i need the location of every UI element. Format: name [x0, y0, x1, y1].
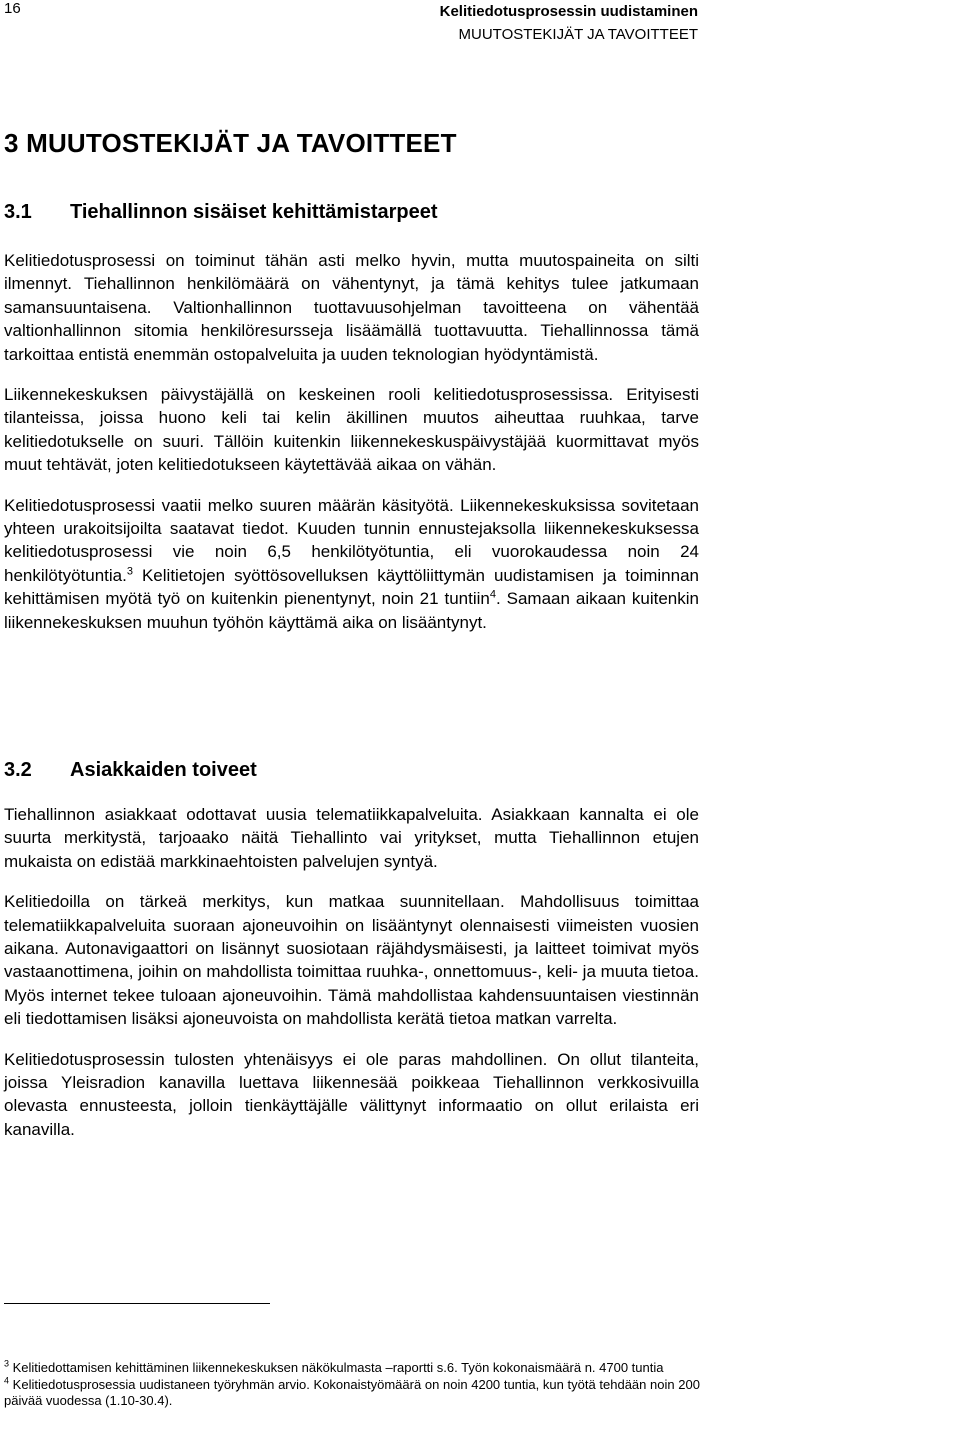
section-3-1-body	[4, 249, 699, 651]
section-heading-3-1	[4, 201, 438, 224]
footnote-divider	[4, 1303, 270, 1304]
footnote	[4, 1377, 700, 1410]
page-number: 16	[4, 0, 21, 17]
running-head-title: Kelitiedotusprosessin uudistaminen	[439, 3, 698, 20]
running-head-chapter: MUUTOSTEKIJÄT JA TAVOITTEET	[458, 26, 698, 43]
section-heading-3-2	[4, 759, 257, 782]
paragraph: Liikennekeskuksen päivystäjällä on keskeinen rooli kelitiedotusprosessissa. Erityisesti tilanteissa, joissa huono keli tai kelin äkillinen muutos aiheuttaa ruuhkaa, tarve kelitiedotukselle on suuri. Tällöin kuitenkin liikennekeskuspäivystäjää kuormittavat myös muut tehtävät, joten kelitiedotukseen käytettävää aikaa on vähän.	[4, 385, 699, 475]
running-head	[440, 0, 698, 46]
paragraph: Kelitiedoilla on tärkeä merkitys, kun matkaa suunnitellaan. Mahdollisuus toimittaa telematiikkapalveluita suoraan ajoneuvoihin on lisääntynyt olennaisesti viimeisten vuosien aikana. Autonavigaattori on lisännyt suosiotaan räjähdysmäisesti, ja laitteet toimivat myös vastaanottimena, joihin on mahdollista toimittaa ruuhka-, onnettomuus-, keli- ja muuta tietoa. Myös internet tekee tuloaan ajoneuvoihin. Tämä mahdollistaa kahdensuuntaisen viestinnän eli tiedottamisen lisäksi ajoneuvoista on mahdollista kerätä tietoa matkan varrelta.	[4, 892, 699, 1029]
section-number: 3.2	[4, 759, 32, 781]
section-number: 3.1	[4, 201, 32, 223]
section-title: Tiehallinnon sisäiset kehittämistarpeet	[70, 201, 438, 223]
section-3-2-body	[4, 803, 699, 1158]
footnote-number: 3	[4, 1358, 10, 1369]
footnote-ref: 3	[126, 565, 133, 578]
paragraph: Kelitiedotusprosessi on toiminut tähän asti melko hyvin, mutta muutospaineita on silti ilmennyt. Tiehallinnon henkilömäärä on vähentynyt, ja tämä kehitys tulee jatkumaan samansuuntaisena. Valtionhallinnon tuottavuusohjelman tavoitteena on vähentää valtionhallinnon sitomia henkilöresursseja lisäämällä tuottavuutta. Tiehallinnossa tämä tarkoittaa entistä enemmän ostopalveluita ja uuden teknologian hyödyntämistä.	[4, 251, 699, 364]
paragraph: Kelitiedotusprosessin tulosten yhtenäisyys ei ole paras mahdollinen. On ollut tilanteita, joissa Yleisradion kanavilla luettava liikennesää poikkeaa Tiehallinnon verkkosivuilla olevasta ennusteesta, jolloin tienkäyttäjälle välittynyt informaatio on ollut erilaista eri kanavilla.	[4, 1049, 699, 1139]
section-title: Asiakkaiden toiveet	[70, 759, 257, 781]
paragraph-text: Kelitiedotusprosessi vaatii melko suuren määrän käsityötä. Liikennekeskuksissa sovitetaan yhteen urakoitsijoilta saatavat tiedot. Kuuden tunnin ennustejaksolla liikennekeskuksessa kelitiedotusprosessi vie noin 6,5 henkilötyötuntia, eli vuorokaudessa noin 24 henkilötyötuntia.	[4, 495, 699, 585]
paragraph-text: Kelitietojen syöttösovelluksen käyttöliittymän uudistamisen ja toiminnan kehittämisen myötä työ on kuitenkin pienentynyt, noin 21 tuntiin	[4, 565, 699, 609]
paragraph-text: . Samaan aikaan kuitenkin liikennekeskuksen muuhun työhön käyttämä aika on lisääntynyt.	[4, 589, 699, 632]
footnote-text: Kelitiedottamisen kehittäminen liikennekeskuksen näkökulmasta –raportti s.6. Työn kokonaismäärä n. 4700 tuntia	[9, 1360, 664, 1375]
paragraph: Tiehallinnon asiakkaat odottavat uusia telematiikkapalveluita. Asiakkaan kannalta ei ole suurta merkitystä, tarjoaako näitä Tiehallinto vai yritykset, mutta Tiehallinnon etujen mukaista on edistää markkinaehtoisten palvelujen syntyä.	[4, 805, 699, 871]
footnote-text: Kelitiedotusprosessia uudistaneen työryhmän arvio. Kokonaistyömäärä on noin 4200 tuntia, kun työtä tehdään noin 200 päivää vuodessa (1.10-30.4).	[4, 1376, 700, 1408]
footnote	[4, 1360, 700, 1377]
paragraph	[4, 494, 699, 634]
footnote-number: 4	[4, 1375, 10, 1386]
chapter-heading: 3 MUUTOSTEKIJÄT JA TAVOITTEET	[4, 128, 457, 158]
footnotes	[4, 1360, 700, 1410]
footnote-ref: 4	[489, 588, 496, 601]
